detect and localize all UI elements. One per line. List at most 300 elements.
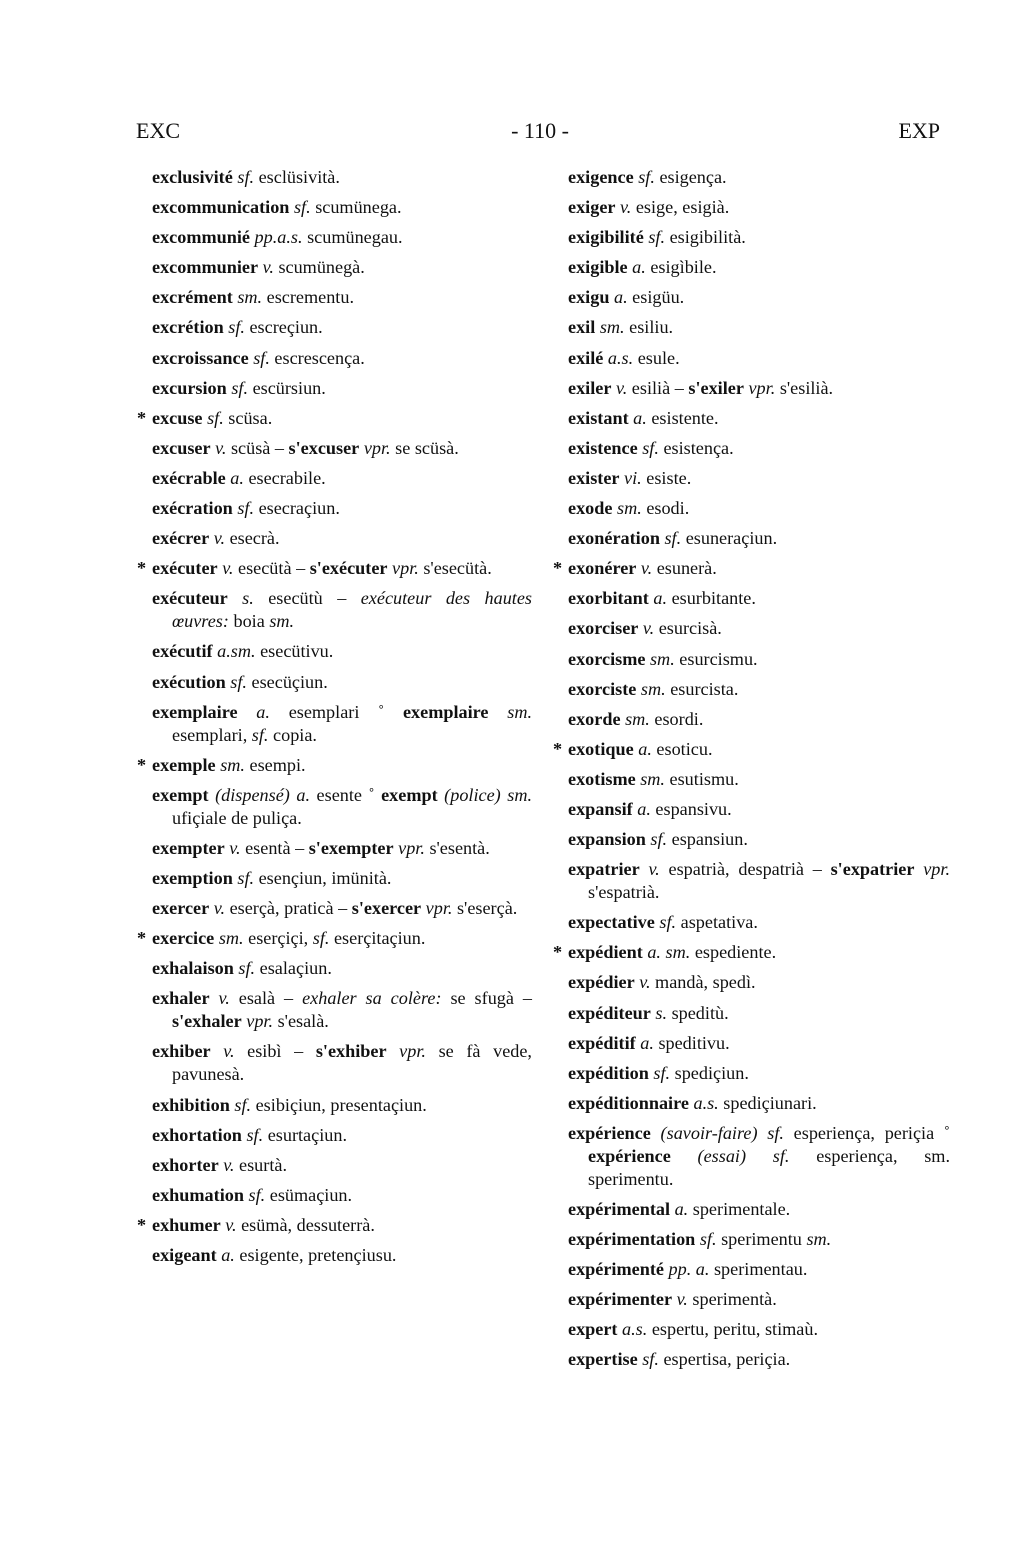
translation: esecrà. [225, 528, 280, 549]
headword: expérimentation [568, 1229, 696, 1250]
dictionary-entry [568, 1092, 950, 1115]
dictionary-entry [152, 957, 532, 980]
grammar-label: sf. [225, 671, 247, 692]
page-number: - 110 - [511, 118, 569, 143]
grammar-label: v. [209, 528, 226, 549]
dictionary-entry [568, 407, 950, 430]
grammar-label: (essai) sf. [670, 1145, 790, 1166]
dictionary-entry [152, 437, 532, 460]
grammar-label: sf. [251, 724, 269, 745]
asterisk-marker: * [553, 738, 563, 759]
headword: exister [568, 467, 620, 488]
headword: excuser [152, 437, 211, 458]
dictionary-entry [152, 286, 532, 309]
headword: expérimental [568, 1199, 671, 1219]
translation: escrescença. [269, 347, 365, 368]
dictionary-entry [137, 927, 532, 950]
dictionary-entry [152, 587, 532, 633]
dictionary-entry [568, 617, 950, 640]
dictionary-entry [568, 1122, 950, 1191]
headword: exécrer [152, 528, 210, 549]
headword: exécuter [152, 558, 218, 579]
header-right-guideword: EXP [898, 118, 940, 143]
dictionary-entry [568, 648, 950, 671]
grammar-label: v. [210, 437, 227, 458]
dictionary-entry [568, 1228, 950, 1251]
headword: exil [568, 317, 596, 338]
dictionary-entry [152, 166, 532, 189]
headword: expérience [568, 1122, 651, 1143]
headword: exempt [152, 784, 209, 805]
headword: excrétion [152, 317, 224, 338]
translation: eserçà, praticà – [225, 898, 352, 919]
grammar-label: vpr. [743, 377, 776, 398]
headword: exhiber [152, 1041, 211, 1062]
grammar-label: (savoir-faire) sf. [650, 1122, 784, 1143]
translation: esalà – [229, 988, 303, 1009]
dictionary-entry [152, 316, 532, 339]
headword: exonération [568, 528, 660, 549]
grammar-label: v. [209, 898, 226, 919]
headword: exhaler [152, 988, 210, 1009]
grammar-label: sf. [232, 167, 255, 187]
dictionary-entry [152, 1094, 532, 1117]
translation: mandà, spedì. [650, 972, 756, 993]
right-column [553, 166, 951, 1379]
translation: se fà vede, pavunesà. [172, 1041, 532, 1085]
dictionary-entry [568, 166, 950, 189]
translation: espansivu. [650, 798, 732, 819]
translation: esordi. [649, 708, 704, 729]
translation: spediçiun. [670, 1062, 749, 1083]
grammar-label: sf. [226, 377, 249, 398]
headword: exorcisme [568, 648, 646, 669]
dictionary-entry [568, 226, 950, 249]
translation: esecütivu. [255, 641, 334, 662]
grammar-label: sf. [637, 1349, 659, 1370]
translation: se sfugà – [441, 988, 532, 1009]
dictionary-entry [152, 897, 532, 920]
grammar-label: sm. [269, 611, 295, 632]
translation: espatrià, despatrià – [659, 859, 831, 880]
dictionary-entry [568, 1032, 950, 1055]
translation: esecrabile. [243, 467, 326, 488]
grammar-label: a. [627, 257, 646, 278]
dictionary-entry [152, 987, 532, 1033]
grammar-label: sf. [659, 528, 682, 549]
translation: espertisa, periçia. [658, 1349, 791, 1370]
translation: esperiença, periçia ˚ [783, 1122, 950, 1143]
grammar-label: a. [648, 588, 668, 609]
grammar-label: sm. [214, 928, 244, 949]
asterisk-marker: * [137, 1214, 147, 1235]
translation: s'esecütà. [418, 558, 492, 579]
headword: exemple [152, 754, 216, 775]
headword: expérimenter [568, 1289, 673, 1310]
grammar-label: v. [672, 1289, 688, 1310]
headword: exorciser [568, 618, 639, 639]
grammar-label: v. [220, 1214, 237, 1235]
headword: existence [568, 437, 638, 458]
headword: exemplaire [152, 701, 238, 722]
translation: scumünegau. [302, 227, 403, 248]
grammar-label: a. [632, 798, 651, 819]
grammar-label: sf. [232, 498, 255, 519]
translation: esecraçiun. [254, 498, 340, 519]
grammar-label: a. [670, 1199, 689, 1219]
grammar-label: exhaler sa colère: [302, 988, 442, 1009]
grammar-label: sf. [637, 437, 659, 458]
headword: expérimenté [568, 1259, 664, 1280]
headword: expérience [588, 1145, 671, 1166]
translation: s'esalà. [273, 1011, 329, 1032]
grammar-label: v. [638, 618, 655, 639]
translation: esistença. [658, 437, 734, 458]
translation: esecütà – [233, 558, 310, 579]
translation: esibì – [234, 1041, 316, 1062]
grammar-label: a. [237, 701, 270, 722]
dictionary-entry [568, 467, 950, 490]
grammar-label: sf. [248, 347, 270, 368]
grammar-label: exécuteur des hautes œuvres: [172, 588, 532, 632]
translation: esençiun, imünità. [254, 867, 392, 888]
headword: excroissance [152, 347, 249, 368]
headword: exhumation [152, 1184, 244, 1205]
headword: exécutif [152, 641, 213, 662]
dictionary-entry [152, 377, 532, 400]
grammar-label: vpr. [241, 1011, 274, 1032]
dictionary-entry [568, 828, 950, 851]
dictionary-entry [568, 1198, 950, 1221]
translation: esemplari, [172, 724, 252, 745]
translation: esempi. [244, 754, 306, 775]
headword: exhumer [152, 1214, 221, 1235]
translation: esurtaçiun. [263, 1124, 347, 1145]
translation: scüsà – [226, 437, 289, 458]
grammar-label: s. [227, 588, 254, 609]
grammar-label: v. [639, 859, 660, 880]
grammar-label: v. [636, 558, 653, 579]
grammar-label: vpr. [421, 898, 453, 919]
grammar-label: sm. [620, 708, 650, 729]
dictionary-entry [568, 587, 950, 610]
translation: esigibilità. [665, 227, 746, 248]
grammar-label: a.s. [688, 1092, 719, 1113]
translation: speditivu. [653, 1032, 730, 1053]
dictionary-entry [137, 754, 532, 777]
dictionary-entry [568, 256, 950, 279]
headword: s'exhiber [315, 1041, 387, 1062]
grammar-label: sm. [488, 701, 532, 722]
dictionary-entry [568, 286, 950, 309]
translation: escreçiun. [244, 317, 323, 338]
translation: escrementu. [262, 287, 354, 308]
dictionary-entry [152, 640, 532, 663]
headword: s'excuser [288, 437, 360, 458]
headword: expédition [568, 1062, 649, 1083]
grammar-label: v. [634, 972, 651, 993]
grammar-label: vpr. [386, 1041, 426, 1062]
headword: s'exhaler [172, 1011, 242, 1032]
grammar-label: sf. [654, 912, 677, 933]
dictionary-entry [152, 226, 532, 249]
running-header [0, 118, 1024, 148]
grammar-label: v. [615, 197, 632, 218]
grammar-label: vi. [619, 467, 642, 488]
dictionary-entry [568, 678, 950, 701]
translation: aspetativa. [676, 912, 758, 933]
grammar-label: v. [611, 377, 628, 398]
headword: exécration [152, 498, 233, 519]
headword: exigible [568, 257, 628, 278]
translation: esurcista. [665, 678, 739, 699]
dictionary-entry [568, 347, 950, 370]
headword: exhortation [152, 1124, 242, 1145]
grammar-label: sf. [233, 958, 256, 979]
translation: esalaçiun. [255, 958, 332, 979]
headword: expansif [568, 798, 633, 819]
headword: excommunié [152, 227, 250, 248]
translation: esistente. [646, 407, 719, 428]
translation: esutismu. [664, 768, 739, 789]
dictionary-entry [568, 527, 950, 550]
headword: s'exempter [308, 837, 394, 858]
grammar-label: a. sm. [642, 942, 691, 963]
headword: excuse [152, 407, 203, 428]
headword: expert [568, 1319, 618, 1340]
dictionary-entry [152, 701, 532, 747]
translation: esurtà. [234, 1154, 288, 1175]
dictionary-entry [568, 377, 950, 400]
grammar-label: sf. [223, 317, 245, 338]
translation: esiliu. [624, 317, 674, 338]
grammar-label: a. [609, 287, 628, 308]
dictionary-entry [152, 467, 532, 490]
translation: esigìbile. [645, 257, 717, 278]
translation: sperimentu [716, 1229, 807, 1250]
translation: s'esentà. [424, 837, 490, 858]
headword: exemplaire [402, 701, 489, 722]
headword: exorbitant [568, 588, 649, 609]
dictionary-entry [568, 1288, 950, 1311]
grammar-label: a.s. [617, 1319, 648, 1340]
translation: esuneraçiun. [681, 528, 778, 549]
translation: esümà, dessuterrà. [236, 1214, 375, 1235]
grammar-label: sf. [633, 167, 655, 187]
headword: expéditeur [568, 1002, 651, 1023]
headword: exigibilité [568, 227, 644, 248]
dictionary-entry [152, 196, 532, 219]
headword: exercice [152, 928, 215, 949]
headword: expéditionnaire [568, 1092, 689, 1113]
asterisk-marker: * [137, 407, 147, 428]
asterisk-marker: * [137, 754, 147, 775]
dictionary-entry [568, 1348, 950, 1371]
translation: esurcismu. [674, 648, 758, 669]
headword: excommunication [152, 197, 290, 218]
headword: exorde [568, 708, 621, 729]
dictionary-entry [568, 1258, 950, 1281]
translation: ufiçiale de puliça. [172, 807, 302, 828]
grammar-label: sf. [645, 829, 668, 850]
translation: eserçiçi, [243, 928, 313, 949]
left-column [137, 166, 533, 1274]
headword: s'exiler [688, 377, 744, 398]
grammar-label: v. [218, 1154, 235, 1175]
dictionary-entry [568, 708, 950, 731]
dictionary-entry [568, 798, 950, 821]
grammar-label: vpr. [914, 859, 950, 880]
headword: expansion [568, 829, 646, 850]
grammar-label: sf. [202, 407, 224, 428]
translation: esunerà. [652, 558, 717, 579]
translation: copia. [268, 724, 317, 745]
translation: esige, esigià. [631, 197, 730, 218]
grammar-label: sf. [695, 1229, 717, 1250]
translation: esilià – [627, 377, 689, 398]
translation: esecüçiun. [246, 671, 328, 692]
grammar-label: v. [224, 837, 241, 858]
translation: esperiença, sm. sperimentu. [588, 1145, 951, 1189]
headword: exigeant [152, 1245, 217, 1265]
dictionary-entry [137, 557, 532, 580]
grammar-label: sf. [229, 1094, 252, 1115]
headword: exercer [152, 898, 210, 919]
dictionary-entry [553, 941, 950, 964]
dictionary-entry [568, 911, 950, 934]
dictionary-entry [568, 497, 950, 520]
translation: s'esilià. [775, 377, 834, 398]
grammar-label: sm. [215, 754, 245, 775]
translation: esentà – [240, 837, 309, 858]
translation: sperimentà. [687, 1289, 777, 1310]
grammar-label: a. [225, 467, 244, 488]
translation: scumünegà. [273, 257, 365, 278]
grammar-label: v. [258, 257, 274, 278]
translation: espertu, peritu, stimaù. [647, 1319, 819, 1340]
grammar-label: (dispensé) a. [208, 784, 311, 805]
grammar-label: sm. [635, 768, 665, 789]
grammar-label: v. [217, 558, 234, 579]
headword: exclusivité [152, 167, 233, 187]
translation: esclüsività. [254, 167, 340, 187]
dictionary-entry [152, 1124, 532, 1147]
dictionary-entry [553, 738, 950, 761]
dictionary-entry [568, 1062, 950, 1085]
grammar-label: sm. [645, 648, 675, 669]
grammar-label: a. [216, 1245, 235, 1265]
translation: espansiun. [667, 829, 748, 850]
headword: expédient [568, 942, 643, 963]
dictionary-entry [152, 1184, 532, 1207]
grammar-label: v. [210, 1041, 235, 1062]
dictionary-entry [568, 196, 950, 219]
headword: exécution [152, 671, 226, 692]
translation: esiste. [641, 467, 692, 488]
grammar-label: sf. [241, 1124, 264, 1145]
headword: expéditif [568, 1032, 636, 1053]
dictionary-entry [152, 1154, 532, 1177]
dictionary-entry [137, 407, 532, 430]
asterisk-marker: * [553, 558, 563, 579]
headword: exorciste [568, 678, 637, 699]
dictionary-entry [568, 768, 950, 791]
asterisk-marker: * [137, 558, 147, 579]
headword: exode [568, 498, 613, 519]
grammar-label: sf. [643, 227, 666, 248]
asterisk-marker: * [137, 928, 147, 949]
headword: exiger [568, 197, 616, 218]
grammar-label: sm. [232, 287, 263, 308]
translation: scüsa. [223, 407, 273, 428]
headword: exilé [568, 347, 604, 368]
dictionary-entry [553, 557, 950, 580]
dictionary-entry [152, 497, 532, 520]
translation: esigente, pretençiusu. [234, 1245, 397, 1265]
dictionary-entry [152, 837, 532, 860]
dictionary-entry [568, 858, 950, 904]
dictionary-entry [152, 347, 532, 370]
headword: excursion [152, 377, 227, 398]
translation: espediente. [690, 942, 777, 963]
header-left-guideword: EXC [136, 118, 180, 143]
dictionary-entry [152, 256, 532, 279]
headword: exhorter [152, 1154, 219, 1175]
headword: s'expatrier [830, 859, 915, 880]
headword: expatrier [568, 859, 640, 880]
translation: s'eserçà. [452, 898, 518, 919]
translation: esurbitante. [667, 588, 756, 609]
grammar-label: sf. [243, 1184, 266, 1205]
grammar-label: a. [628, 407, 647, 428]
dictionary-entry [568, 316, 950, 339]
grammar-label: v. [209, 988, 230, 1009]
headword: expectative [568, 912, 655, 933]
headword: exotique [568, 738, 634, 759]
grammar-label: (police) sm. [437, 784, 533, 805]
grammar-label: vpr. [387, 558, 419, 579]
headword: exécuteur [152, 588, 228, 609]
headword: exhalaison [152, 958, 234, 979]
grammar-label: a.s. [603, 347, 634, 368]
grammar-label: sm. [612, 498, 642, 519]
dictionary-entry [152, 784, 532, 830]
dictionary-entry [152, 1040, 532, 1086]
translation: esoticu. [651, 738, 713, 759]
translation: esodi. [641, 498, 690, 519]
headword: excrément [152, 287, 233, 308]
headword: exhibition [152, 1094, 230, 1115]
translation: esibiçiun, presentaçiun. [251, 1094, 427, 1115]
translation: escürsiun. [248, 377, 326, 398]
translation: esemplari ˚ [269, 701, 403, 722]
headword: exécrable [152, 467, 226, 488]
headword: existant [568, 407, 629, 428]
dictionary-entry [152, 671, 532, 694]
grammar-label: a.sm. [212, 641, 256, 662]
headword: exempter [152, 837, 225, 858]
translation: esurcisà. [654, 618, 722, 639]
translation: esigüu. [627, 287, 685, 308]
grammar-label: sf. [232, 867, 255, 888]
dictionary-entry [137, 1214, 532, 1237]
headword: s'exécuter [309, 558, 388, 579]
grammar-label: sf. [289, 197, 311, 218]
dictionary-entry [152, 1244, 532, 1267]
grammar-label: sf. [648, 1062, 671, 1083]
dictionary-entry [152, 867, 532, 890]
translation: esümaçiun. [265, 1184, 353, 1205]
